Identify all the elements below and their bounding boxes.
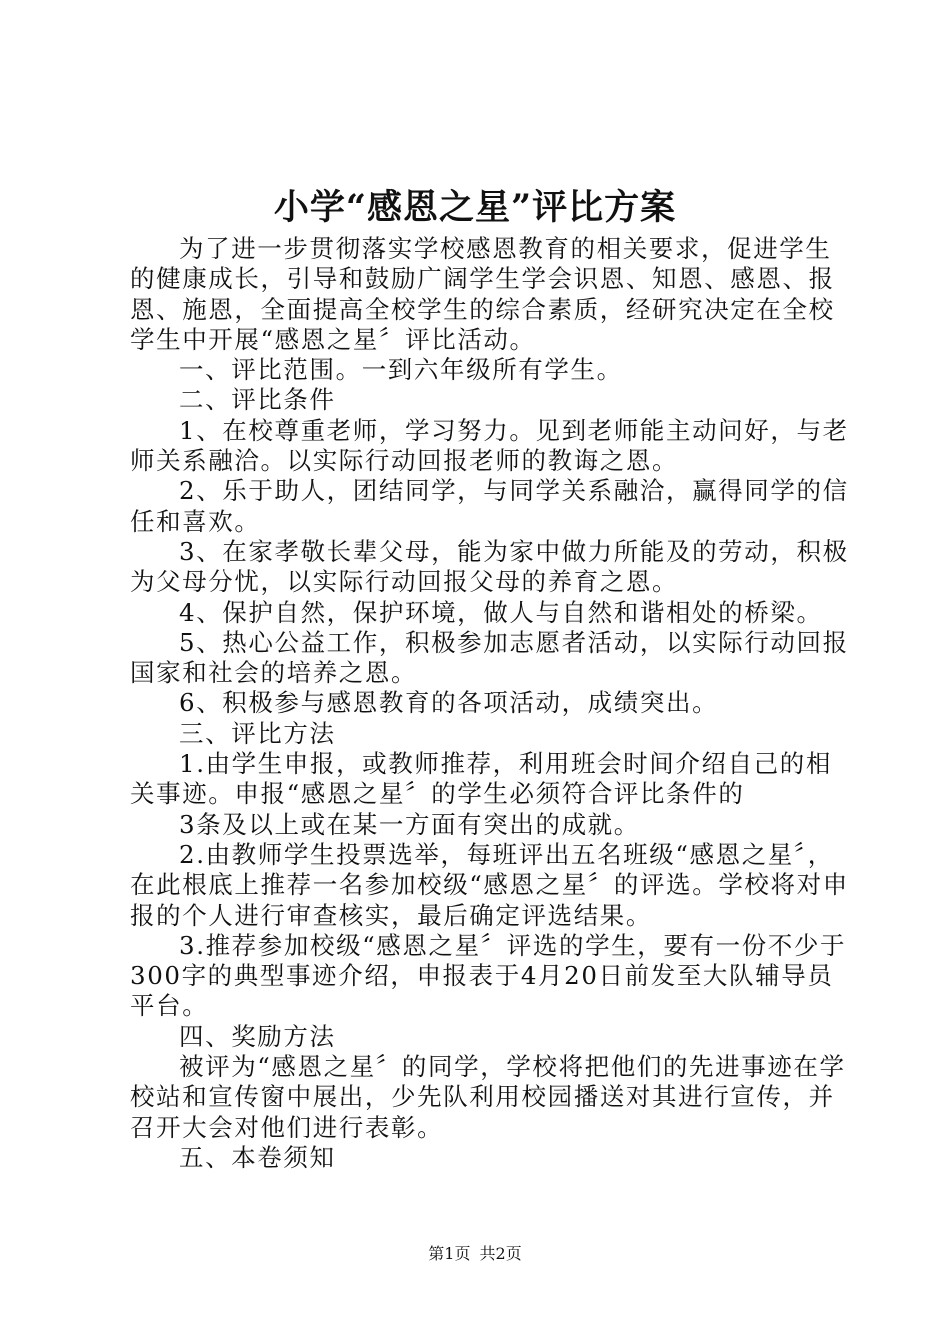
section-heading-conditions: 二、评比条件: [179, 385, 336, 415]
paragraph-intro: 为了进一步贯彻落实学校感恩教育的相关要求，促进学生的健康成长，引导和鼓励广阔学生学会识恩、知恩、感恩、报恩、施恩，全面提高全校学生的综合素质，经研究决定在全校学生中开展“感恩之星〞评比活动。: [130, 234, 835, 354]
section-heading-method: 三、评比方法: [179, 718, 336, 748]
condition-item: 6、积极参与感恩教育的各项活动，成绩突出。: [179, 688, 719, 718]
method-item: 2.由教师学生投票选举，每班评出五名班级“感恩之星〞，在此根底上推荐一名参加校级“感恩之星〞的评选。学校将对申报的个人进行审查核实，最后确定评选结果。: [130, 839, 849, 930]
page-number: 第1页: [428, 1244, 471, 1263]
method-item: 1.由学生申报，或教师推荐，利用班会时间介绍自己的相关事迹。申报“感恩之星〞的学生必须符合评比条件的: [130, 749, 832, 809]
reward-paragraph: 被评为“感恩之星〞的同学，学校将把他们的先进事迹在学校站和宣传窗中展出，少先队利用校园播送对其进行宣传，并召开大会对他们进行表彰。: [130, 1052, 846, 1142]
section-heading-scope: 一、评比范围。一到六年级所有学生。: [179, 355, 623, 385]
section-heading-reward: 四、奖励方法: [179, 1021, 336, 1051]
condition-item: 2、乐于助人，团结同学，与同学关系融洽，赢得同学的信任和喜欢。: [130, 476, 849, 536]
condition-item: 1、在校尊重老师，学习努力。见到老师能主动问好，与老师关系融洽。以实际行动回报老师的教诲之恩。: [130, 415, 849, 476]
condition-item: 5、热心公益工作，积极参加志愿者活动，以实际行动回报国家和社会的培养之恩。: [130, 627, 849, 688]
condition-item: 4、保护自然，保护环境，做人与自然和谐相处的桥梁。: [179, 597, 823, 627]
section-heading-notes: 五、本卷须知: [179, 1142, 336, 1172]
document-title: 小学“感恩之星”评比方案: [273, 187, 677, 228]
page-footer: [0, 1244, 950, 1264]
condition-item: 3、在家孝敬长辈父母，能为家中做力所能及的劳动，积极为父母分忧，以实际行动回报父母的养育之恩。: [130, 536, 849, 597]
method-item: 3.推荐参加校级“感恩之星〞评选的学生，要有一份不少于300字的典型事迹介绍，申报表于4月20日前发至大队辅导员平台。: [130, 930, 847, 1021]
document-body: [130, 234, 850, 1173]
page-total: 共2页: [479, 1244, 522, 1263]
method-item-continuation: 3条及以上或在某一方面有突出的成就。: [179, 809, 640, 839]
